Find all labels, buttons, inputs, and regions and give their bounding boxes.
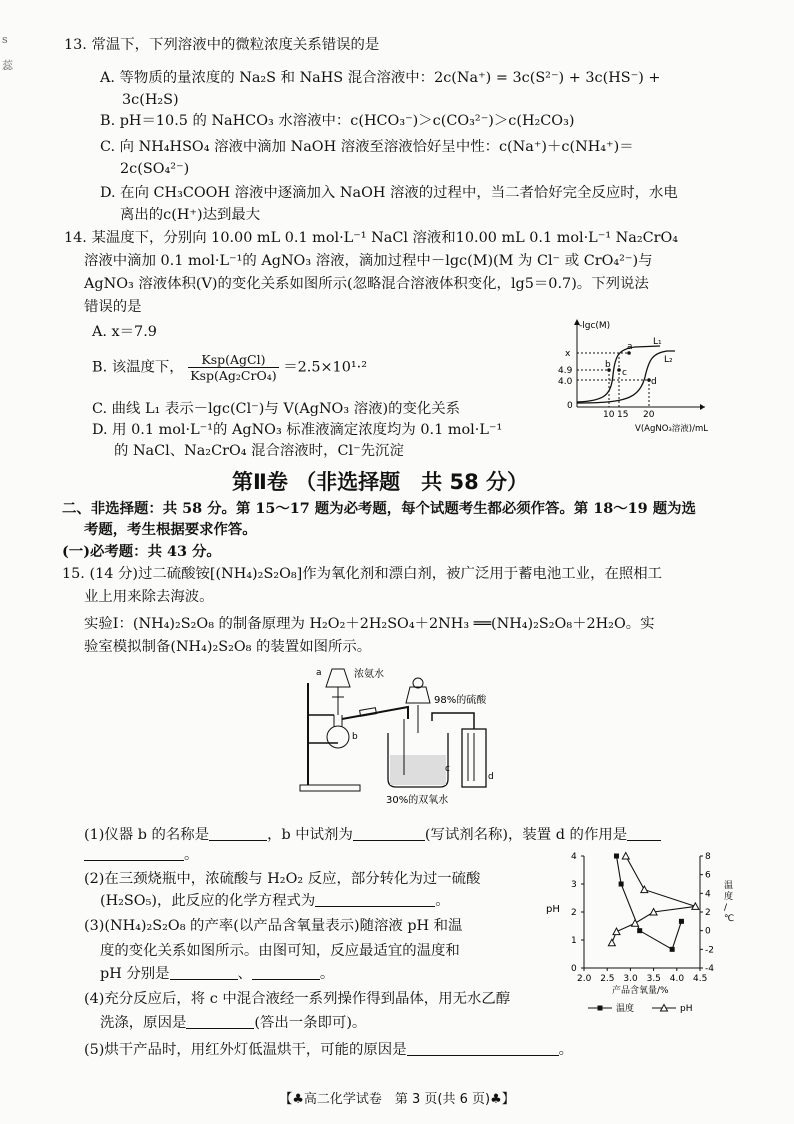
- yield-x-tick-label: 2.5: [600, 974, 615, 984]
- q15-part4: (4)充分反应后，将 c 中混合液经一系列操作得到晶体，用无水乙醇: [84, 991, 511, 1007]
- titration-chart: [555, 315, 745, 435]
- legend-label-ph: pH: [680, 1004, 693, 1014]
- q14-stem: 溶液中滴加 0.1 mol·L⁻¹的 AgNO₃ 溶液，滴加过程中－lgc(M)(M 为 Cl⁻ 或 CrO₄²⁻)与: [84, 253, 653, 269]
- ksp-ratio: [188, 352, 278, 383]
- titration-xlabel: V(AgNO₃溶液)/mL: [635, 424, 708, 434]
- tick-40-label: 4.0: [558, 377, 573, 387]
- section-instructions: 二、非选择题：共 58 分。第 15～17 题为必考题，每个试题考生都必须作答。第 18～19 题为选: [62, 500, 696, 517]
- yield-ylabel-left: pH: [546, 904, 560, 915]
- ph-point: [613, 928, 620, 935]
- ph-point: [608, 939, 615, 946]
- tick-49-label: 4.9: [558, 366, 573, 376]
- q13-option-d: D. 在向 CH₃COOH 溶液中逐滴加入 NaOH 溶液的过程中，当二者恰好完全反应时，水电: [100, 185, 678, 201]
- ph-point: [641, 886, 648, 893]
- yield-ylabel-right: 度: [724, 892, 734, 902]
- q15-stem-cont: 业上用来除去海波。: [84, 589, 214, 605]
- titration-ylabel: -lgc(M): [579, 321, 611, 331]
- q13-option-a: A. 等物质的量浓度的 Na₂S 和 NaHS 混合溶液中：2c(Na⁺) = 3c(S²⁻) + 3c(HS⁻) +: [100, 70, 661, 86]
- xtick-20-label: 20: [643, 410, 655, 420]
- yield-ylabel-right: ℃: [724, 914, 735, 924]
- point-b-label: b: [605, 360, 611, 370]
- temperature-point: [637, 928, 642, 933]
- label-c: c: [445, 764, 450, 774]
- q15-experiment: 实验Ⅰ：(NH₄)₂S₂O₈ 的制备原理为 H₂O₂＋2H₂SO₄＋2NH₃ ══(NH₄)₂S₂O₈＋2H₂O。实: [84, 616, 655, 632]
- yield-chart: [540, 848, 780, 1030]
- label-ammonia: 浓氨水: [354, 669, 384, 680]
- series-line-temperature: [616, 856, 681, 949]
- q14-stem: 14. 某温度下，分别向 10.00 mL 0.1 mol·L⁻¹ NaCl 溶液和10.00 mL 0.1 mol·L⁻¹ Na₂CrO₄: [64, 230, 679, 246]
- series-line-ph: [612, 856, 696, 943]
- legend-marker-temperature: [598, 1006, 603, 1011]
- answer-blank[interactable]: [170, 965, 238, 980]
- yield-left-tick-label: 1: [571, 936, 577, 946]
- section-title: 第Ⅱ卷 （非选择题 共 58 分）: [232, 470, 528, 494]
- q13-option-c-cont: 2c(SO₄²⁻): [120, 161, 190, 177]
- yield-right-tick-label: -4: [705, 964, 714, 974]
- q15-part3: (3)(NH₄)₂S₂O₈ 的产率(以产品含氧量表示)随溶液 pH 和温: [84, 918, 463, 934]
- q13-option-c: C. 向 NH₄HSO₄ 溶液中滴加 NaOH 溶液至溶液恰好呈中性：c(Na⁺)＋c(NH₄⁺)＝: [100, 139, 634, 155]
- xtick-10-label: 10: [603, 410, 615, 420]
- apparatus-diagram: [298, 663, 498, 813]
- q15-experiment-cont: 验室模拟制备(NH₄)₂S₂O₈ 的装置如图所示。: [84, 639, 372, 655]
- q15-part4-cont: 洗涤，原因是 (答出一条即可)。: [100, 1015, 367, 1031]
- ph-point: [622, 853, 629, 860]
- q14-option-a: A. x＝7.9: [92, 324, 157, 340]
- legend-label-temperature: 温度: [616, 1004, 635, 1014]
- answer-blank[interactable]: [84, 846, 184, 861]
- section-instructions-cont: 考题，考生根据要求作答。: [84, 521, 257, 538]
- yield-right-tick-label: 8: [705, 852, 711, 862]
- answer-blank[interactable]: [186, 1014, 254, 1029]
- yield-left-tick-label: 0: [571, 964, 577, 974]
- answer-blank[interactable]: [252, 965, 320, 980]
- yield-right-tick-label: -2: [705, 945, 714, 956]
- temperature-point: [679, 919, 684, 924]
- yield-right-tick-label: 2: [705, 908, 711, 918]
- yield-right-tick-label: 6: [705, 870, 711, 881]
- point-a-label: a: [627, 342, 633, 352]
- answer-blank[interactable]: [407, 1041, 559, 1056]
- yield-x-tick-label: 3.0: [623, 974, 638, 984]
- answer-blank[interactable]: [627, 826, 661, 841]
- q13-option-a-cont: 3c(H₂S): [122, 92, 179, 108]
- yield-ylabel-right: 温: [724, 881, 734, 891]
- point-c-label: c: [622, 368, 627, 378]
- yield-ylabel-right: /: [724, 903, 728, 913]
- xtick-15-label: 15: [617, 410, 629, 420]
- q15-stem: 15. (14 分)过二硫酸铵[(NH₄)₂S₂O₈]作为氧化剂和漂白剂，被广泛用于蓄电池工业，在照相工: [62, 566, 663, 582]
- tick-0-label: 0: [567, 401, 573, 411]
- q14-stem: AgNO₃ 溶液体积(V)的变化关系如图所示(忽略混合溶液体积变化，lg5＝0.7)。下列说法: [84, 276, 649, 292]
- temperature-point: [619, 882, 624, 887]
- label-d: d: [488, 772, 494, 782]
- q13-option-b: B. pH＝10.5 的 NaHCO₃ 水溶液中：c(HCO₃⁻)＞c(CO₃²⁻)＞c(H₂CO₃): [100, 113, 575, 129]
- q13-option-d-cont: 离出的c(H⁺)达到最大: [120, 207, 261, 223]
- label-sulfuric-acid: 98%的硫酸: [434, 695, 487, 706]
- yield-right-tick-label: 0: [705, 926, 711, 937]
- q14-option-b-label: B. 该温度下，: [92, 359, 184, 376]
- yield-x-tick-label: 2.0: [577, 974, 592, 984]
- ksp-denominator: Ksp(Ag₂CrO₄): [190, 368, 277, 383]
- yield-x-tick-label: 4.5: [693, 974, 708, 984]
- ksp-numerator: Ksp(AgCl): [188, 352, 278, 368]
- label-h2o2: 30%的双氧水: [386, 795, 449, 806]
- q15-part1-cont: 。: [84, 845, 198, 865]
- section-part1: (一)必考题：共 43 分。: [62, 543, 221, 560]
- margin-mark: s: [2, 33, 8, 46]
- q15-part5: (5)烘干产品时，用红外灯低温烘干，可能的原因是 。: [84, 1042, 573, 1058]
- q14-option-b: [92, 352, 367, 383]
- yield-right-tick-label: 4: [705, 889, 711, 900]
- yield-left-tick-label: 4: [571, 852, 577, 862]
- q15-part1: (1)仪器 b 的名称是 ，b 中试剂为 (写试剂名称)，装置 d 的作用是: [84, 825, 661, 845]
- q14-stem: 错误的是: [84, 299, 142, 315]
- temperature-point: [670, 947, 675, 952]
- page-footer: 【♣高二化学试卷 第 3 页(共 6 页)♣】: [279, 1092, 515, 1107]
- temperature-point: [614, 854, 619, 859]
- tick-x-label: x: [565, 349, 571, 359]
- q13-stem: 13. 常温下，下列溶液中的微粒浓度关系错误的是: [64, 37, 380, 53]
- q14-option-d-cont: 的 NaCl、Na₂CrO₄ 混合溶液时，Cl⁻先沉淀: [114, 443, 404, 459]
- answer-blank[interactable]: [315, 892, 435, 907]
- label-b: b: [352, 732, 358, 742]
- curve-l1-label: L₁: [653, 337, 662, 347]
- q14-option-d: D. 用 0.1 mol·L⁻¹的 AgNO₃ 标准液滴定浓度均为 0.1 mol·L⁻¹: [92, 422, 503, 438]
- answer-blank[interactable]: [353, 826, 425, 841]
- yield-left-tick-label: 3: [571, 880, 577, 890]
- q15-part2: (2)在三颈烧瓶中，浓硫酸与 H₂O₂ 反应，部分转化为过一硫酸: [84, 871, 481, 887]
- yield-xlabel: 产品含氧量/%: [612, 986, 669, 996]
- q15-part3-cont: 度的变化关系如图所示。由图可知，反应最适宜的温度和: [100, 943, 460, 959]
- ph-point: [632, 920, 639, 927]
- margin-mark: 蕊: [2, 59, 13, 72]
- yield-left-tick-label: 2: [571, 908, 577, 918]
- curve-l2-label: L₂: [664, 355, 673, 365]
- q15-part3-cont: pH 分别是 、 。: [100, 966, 335, 982]
- q14-option-b-value: ＝2.5×10¹·²: [283, 359, 367, 376]
- q14-option-c: C. 曲线 L₁ 表示－lgc(Cl⁻)与 V(AgNO₃ 溶液)的变化关系: [92, 401, 461, 417]
- q15-part2-cont: (H₂SO₅)，此反应的化学方程式为 。: [100, 893, 450, 909]
- yield-x-tick-label: 4.0: [669, 974, 685, 984]
- answer-blank[interactable]: [209, 826, 267, 841]
- yield-x-tick-label: 3.5: [646, 974, 661, 984]
- point-d-label: d: [651, 377, 657, 387]
- label-a: a: [316, 668, 322, 678]
